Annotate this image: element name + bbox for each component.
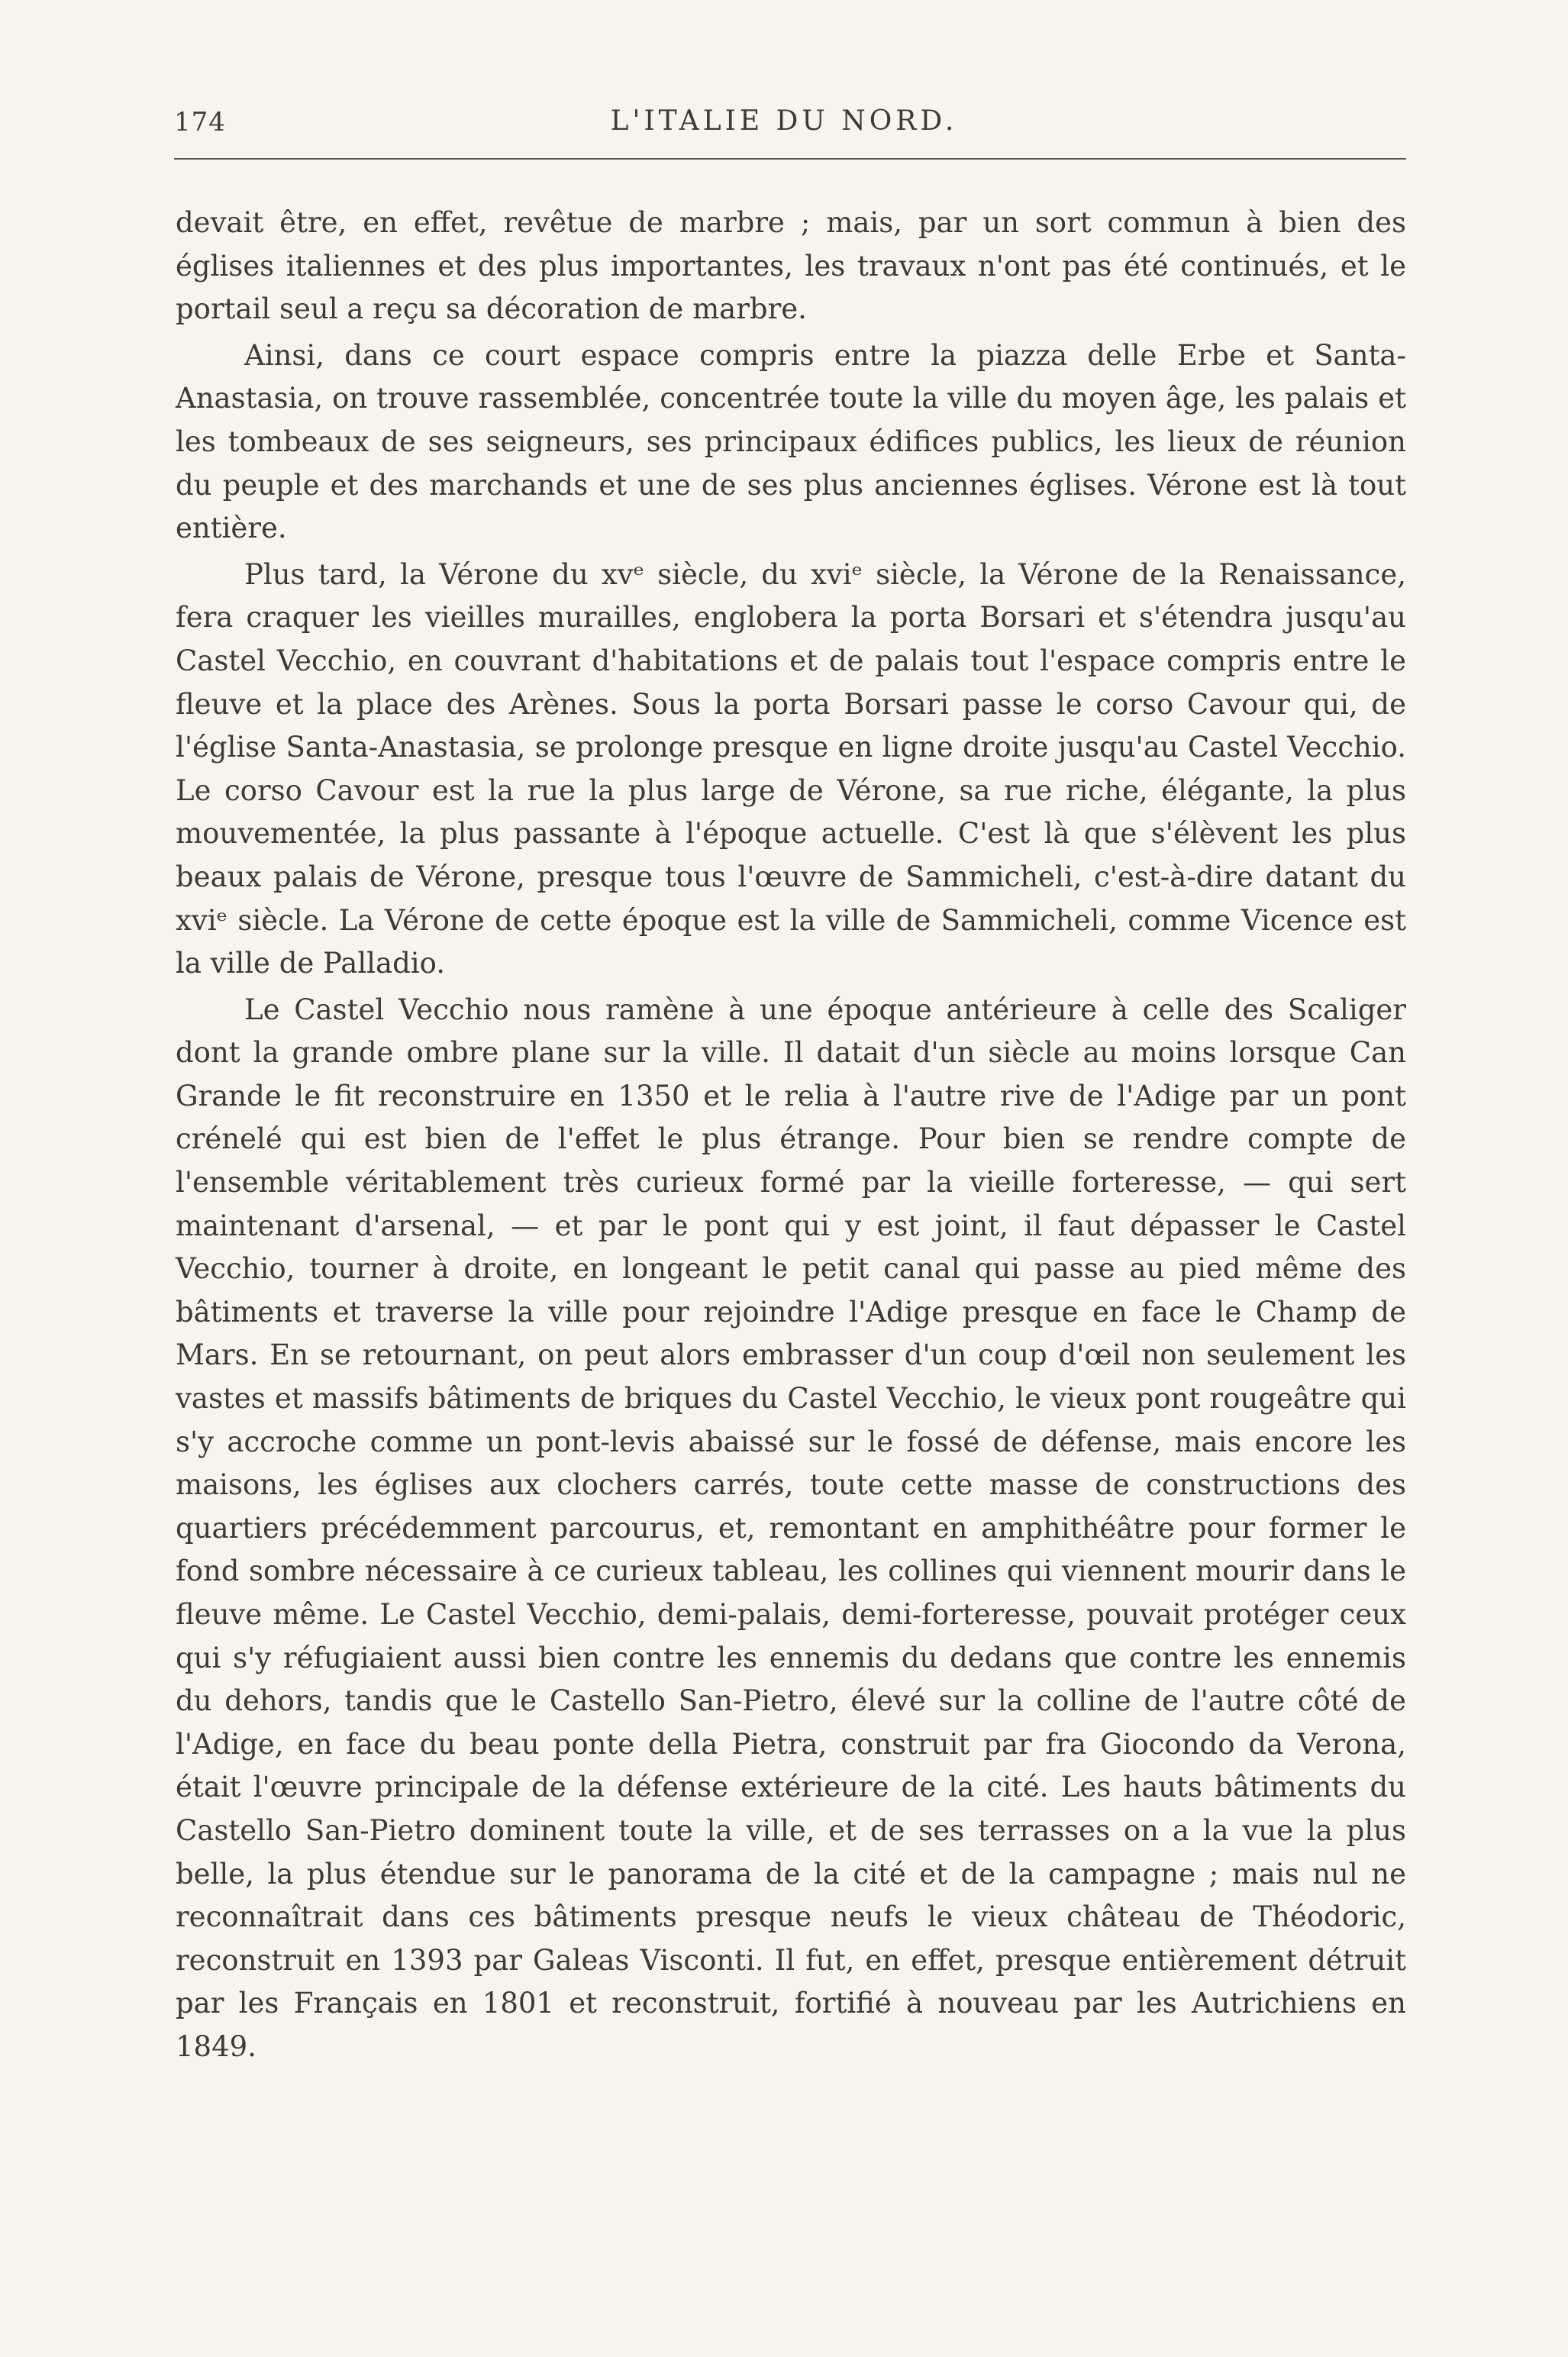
header-rule — [174, 158, 1406, 160]
paragraph-continuation: devait être, en effet, revêtue de marbre ; mais, par un sort commun à bien des églises italiennes et des plus importantes, les travaux n'ont pas été continués, et le portail seul a reçu sa décoration de marbre. — [176, 206, 1406, 326]
paragraph-ainsi: Ainsi, dans ce court espace compris entre la piazza delle Erbe et Santa-Anastasia, on trouve rassemblée, concentrée toute la ville du moyen âge, les palais et les tombeaux de ses seigneurs, ses principaux édifices publics, les lieux de réunion du peuple et des marchands et une de ses plus anciennes églises. Vérone est là tout entière. — [176, 338, 1406, 545]
paragraph-plus-tard: Plus tard, la Vérone du xvᵉ siècle, du xviᵉ siècle, la Vérone de la Renaissance, fera craquer les vieilles murailles, englobera la porta Borsari et s'étendra jusqu'au Castel Vecchio, en couvrant d'habitations et de palais tout l'espace compris entre le fleuve et la place des Arènes. Sous la porta Borsari passe le corso Cavour qui, de l'église Santa-Anastasia, se prolonge presque en ligne droite jusqu'au Castel Vecchio. Le corso Cavour est la rue la plus large de Vérone, sa rue riche, élégante, la plus mouvementée, la plus passante à l'époque actuelle. C'est là que s'élèvent les plus beaux palais de Vérone, presque tous l'œuvre de Sammicheli, c'est-à-dire datant du xviᵉ siècle. La Vérone de cette époque est la ville de Sammicheli, comme Vicence est la ville de Palladio. — [176, 557, 1406, 980]
paragraph-castel-vecchio: Le Castel Vecchio nous ramène à une époque antérieure à celle des Scaliger dont la grande ombre plane sur la ville. Il datait d'un siècle au moins lorsque Can Grande le fit reconstruire en 1350 et le relia à l'autre rive de l'Adige par un pont crénelé qui est bien de l'effet le plus étrange. Pour bien se rendre compte de l'ensemble véritablement très curieux formé par la vieille forteresse, — qui sert maintenant d'arsenal, — et par le pont qui y est joint, il faut dépasser le Castel Vecchio, tourner à droite, en longeant le petit canal qui passe au pied même des bâtiments et traverse la ville pour rejoindre l'Adige presque en face le Champ de Mars. En se retournant, on peut alors embrasser d'un coup d'œil non seulement les vastes et massifs bâtiments de briques du Castel Vecchio, le vieux pont rougeâtre qui s'y accroche comme un pont-levis abaissé sur le fossé de défense, mais encore les maisons, les églises aux clochers carrés, toute cette masse de constructions des quartiers précédemment parcourus, et, remontant en amphithéâtre pour former le fond sombre nécessaire à ce curieux tableau, les collines qui viennent mourir dans le fleuve même. Le Castel Vecchio, demi-palais, demi-forteresse, pouvait protéger ceux qui s'y réfugiaient aussi bien contre les ennemis du dedans que contre les ennemis du dehors, tandis que le Castello San-Pietro, élevé sur la colline de l'autre côté de l'Adige, en face du beau ponte della Pietra, construit par fra Giocondo da Verona, était l'œuvre principale de la défense extérieure de la cité. Les hauts bâtiments du Castello San-Pietro dominent toute la ville, et de ses terrasses on a la vue la plus belle, la plus étendue sur le panorama de la cité et de la campagne ; mais nul ne reconnaîtrait dans ces bâtiments presque neufs le vieux château de Théodoric, reconstruit en 1393 par Galeas Visconti. Il fut, en effet, presque entièrement détruit par les Français en 1801 et reconstruit, fortifié à nouveau par les Autrichiens en 1849. — [176, 993, 1406, 2063]
page-number: 174 — [174, 107, 226, 137]
body-text — [176, 202, 1406, 2072]
running-title: L'ITALIE DU NORD. — [610, 105, 958, 137]
